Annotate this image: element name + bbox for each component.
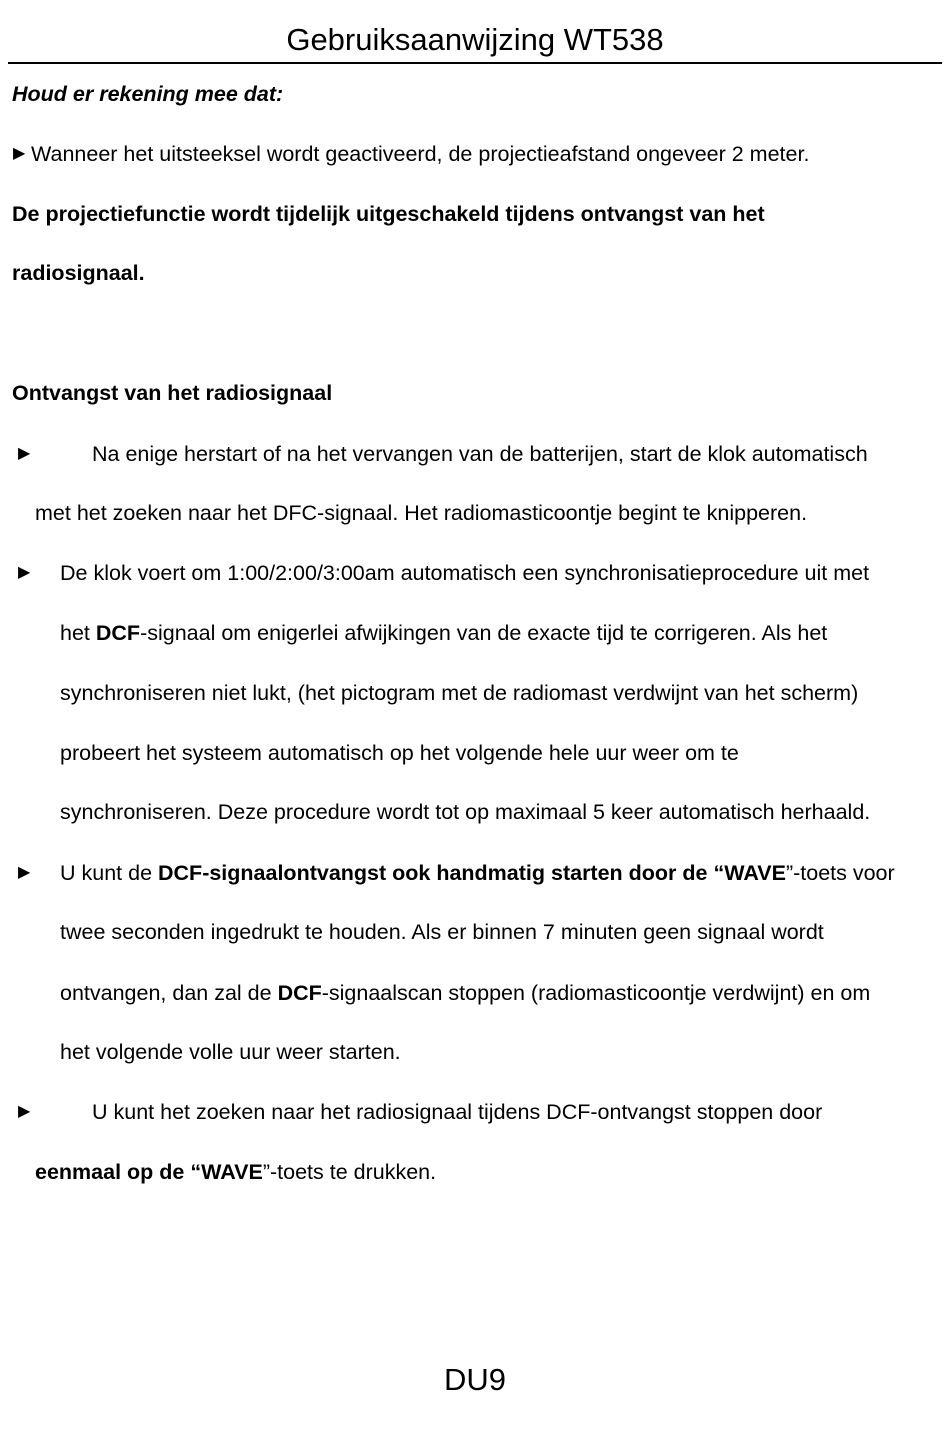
bullet-1-line-2: met het zoeken naar het DFC-signaal. Het radiomasticoontje begint te knipperen.: [35, 501, 808, 525]
page-number: DU9: [443, 1362, 506, 1397]
text-run: -signaal om enigerlei afwijkingen van de exacte tijd te corrigeren. Als het: [140, 621, 828, 645]
bullet-2-line-2: [60, 618, 827, 648]
triangle-right-icon: ▶: [18, 564, 31, 581]
page-title: Gebruiksaanwijzing WT538: [286, 22, 664, 57]
note-bullet-text: Wanneer het uitsteeksel wordt geactiveerd, de projectieafstand ongeveer 2 meter.: [31, 142, 810, 166]
bullet-3-line-4: het volgende volle uur weer starten.: [60, 1040, 401, 1064]
bullet-1-line-1: Na enige herstart of na het vervangen van de batterijen, start de klok automatisch: [92, 442, 868, 466]
text-run-bold: eenmaal op de “: [35, 1160, 202, 1184]
dcf-term: DCF: [277, 981, 322, 1005]
wave-term: WAVE: [724, 861, 786, 885]
dcf-term: DCF: [95, 621, 141, 645]
triangle-right-icon: ▶: [18, 445, 31, 462]
page-footer: [0, 1360, 950, 1400]
bullet-3-line-3: [60, 978, 870, 1008]
text-run: het: [60, 621, 96, 645]
triangle-right-icon: ▶: [18, 864, 31, 881]
bullet-2-line-5: synchroniseren. Deze procedure wordt tot op maximaal 5 keer automatisch herhaald.: [60, 800, 871, 824]
text-run: ontvangen, dan zal de: [60, 981, 278, 1005]
triangle-right-icon: ▶: [18, 1103, 31, 1120]
note-bold-line-2: radiosignaal.: [12, 261, 145, 285]
bullet-2-line-3: synchroniseren niet lukt, (het pictogram met de radiomast verdwijnt van het scherm): [60, 681, 859, 705]
text-run: U kunt de: [60, 861, 158, 885]
text-run: ”-toets voor: [785, 861, 895, 885]
wave-term: WAVE: [201, 1160, 263, 1184]
bullet-4-line-2: [35, 1157, 436, 1187]
text-run-bold: -signaalontvangst ook handmatig starten door de “: [202, 861, 725, 885]
bullet-2-line-1: De klok voert om 1:00/2:00/3:00am automatisch een synchronisatieprocedure uit met: [60, 561, 870, 585]
bullet-3-line-2: twee seconden ingedrukt te houden. Als er binnen 7 minuten geen signaal wordt: [60, 920, 824, 944]
bullet-3-line-1: [60, 858, 895, 888]
triangle-right-icon: ▶: [13, 145, 26, 162]
text-run: -signaalscan stoppen (radiomasticoontje verdwijnt) en om: [321, 981, 871, 1005]
bullet-4-line-1: U kunt het zoeken naar het radiosignaal tijdens DCF-ontvangst stoppen door: [92, 1100, 823, 1124]
text-run: ”-toets te drukken.: [262, 1160, 437, 1184]
page-header: [8, 18, 942, 64]
bullet-2-line-4: probeert het systeem automatisch op het volgende hele uur weer om te: [60, 741, 739, 765]
section-heading: Ontvangst van het radiosignaal: [12, 381, 333, 405]
note-bold-line-1: De projectiefunctie wordt tijdelijk uitgeschakeld tijdens ontvangst van het: [12, 202, 765, 226]
note-heading: Houd er rekening mee dat:: [12, 82, 284, 106]
dcf-term: DCF: [158, 861, 203, 885]
